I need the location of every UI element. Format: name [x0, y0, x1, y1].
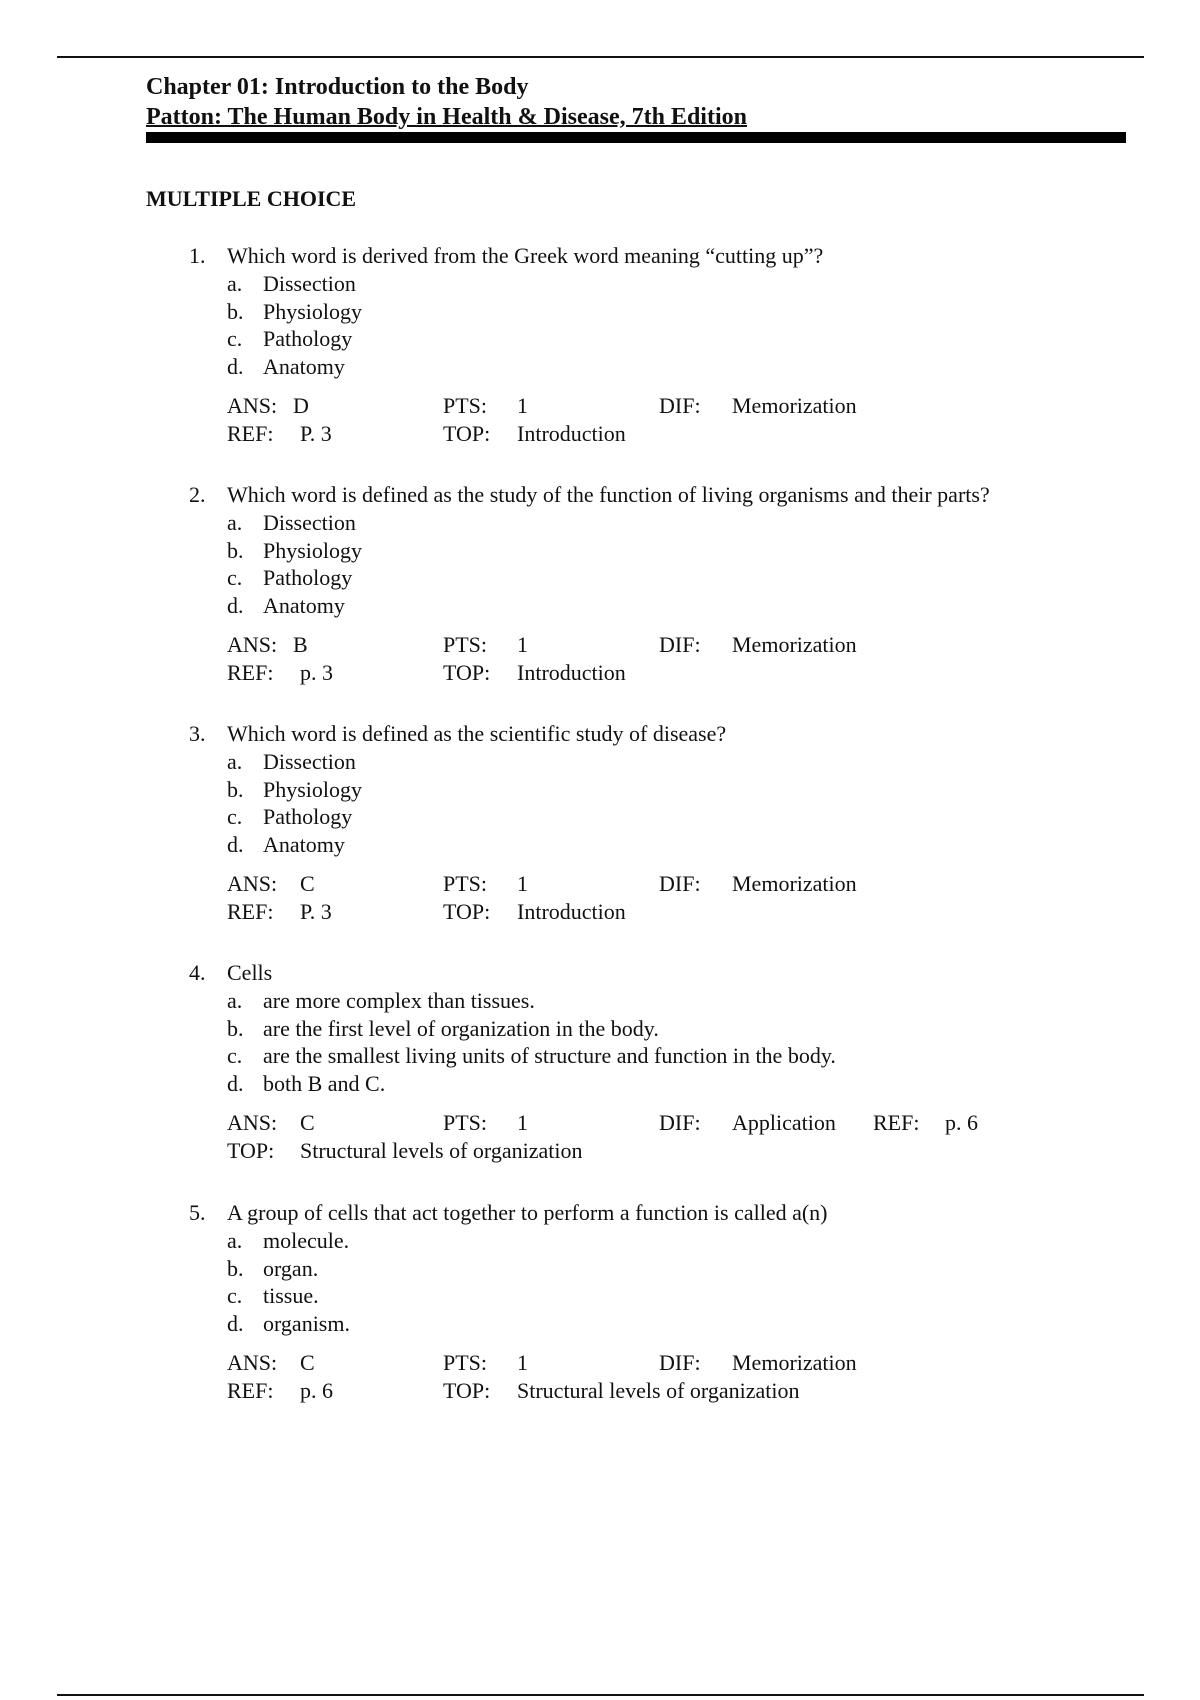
option-c [227, 1042, 1139, 1070]
option-d [227, 353, 1139, 381]
options-list [189, 270, 1139, 380]
pts-value: 1 [517, 871, 528, 897]
ref-value: P. 3 [300, 899, 332, 925]
ans-value: C [300, 1350, 315, 1376]
section-title: MULTIPLE CHOICE [146, 186, 357, 211]
option-b [227, 1255, 1139, 1283]
top-value: Structural levels of organization [517, 1378, 800, 1404]
top-label: TOP: [443, 1378, 491, 1404]
dif-value: Application [732, 1110, 836, 1136]
pts-label: PTS: [443, 871, 488, 897]
dif-value: Memorization [732, 1350, 857, 1376]
option-text: molecule. [263, 1228, 350, 1253]
top-value: Introduction [517, 899, 626, 925]
dif-value: Memorization [732, 632, 857, 658]
top-label: TOP: [443, 899, 491, 925]
option-a [227, 748, 1139, 776]
option-letter: b. [227, 1255, 244, 1281]
question-number: 3. [189, 721, 206, 746]
option-letter: a. [227, 988, 243, 1013]
question-2 [189, 481, 1139, 687]
option-text: Dissection [263, 271, 356, 296]
options-list [189, 748, 1139, 858]
answer-metadata [227, 1349, 1139, 1405]
option-d [227, 592, 1139, 620]
option-a [227, 987, 1139, 1015]
option-a [227, 270, 1139, 298]
option-b [227, 776, 1139, 804]
option-letter: d. [227, 1310, 244, 1336]
option-letter: d. [227, 831, 244, 857]
option-d [227, 1310, 1139, 1338]
option-letter: a. [227, 271, 243, 296]
option-d [227, 1070, 1139, 1098]
option-text: are the smallest living units of structure and function in the body. [263, 1043, 836, 1069]
options-list [189, 509, 1139, 619]
option-letter: b. [227, 1015, 244, 1041]
options-list [189, 1227, 1139, 1337]
question-3 [189, 720, 1139, 926]
document-header [146, 72, 1126, 143]
ref-label: REF: [227, 660, 274, 686]
option-c [227, 1282, 1139, 1310]
question-4 [189, 959, 1139, 1165]
dif-value: Memorization [732, 871, 857, 897]
option-text: Physiology [263, 776, 363, 802]
ans-value: C [300, 1110, 315, 1136]
top-value: Introduction [517, 421, 626, 447]
option-letter: c. [227, 326, 243, 352]
chapter-title: Chapter 01: Introduction to the Body [146, 74, 529, 100]
answer-metadata [227, 631, 1139, 687]
ans-value: B [293, 632, 308, 658]
ans-value: D [293, 393, 309, 419]
option-letter: c. [227, 1283, 243, 1309]
pts-label: PTS: [443, 1350, 488, 1376]
top-label: TOP: [227, 1138, 275, 1164]
option-text: are the first level of organization in the body. [263, 1015, 659, 1041]
option-text: Pathology [263, 804, 353, 830]
ref-label: REF: [227, 421, 274, 447]
question-number: 2. [189, 482, 206, 507]
dif-label: DIF: [659, 632, 701, 658]
option-c [227, 803, 1139, 831]
question-stem [189, 1199, 1139, 1227]
option-d [227, 831, 1139, 859]
option-text: tissue. [263, 1283, 319, 1309]
answer-metadata [227, 392, 1139, 448]
top-value: Introduction [517, 660, 626, 686]
option-letter: b. [227, 776, 244, 802]
option-letter: b. [227, 537, 244, 563]
options-list [189, 987, 1139, 1097]
question-5 [189, 1199, 1139, 1405]
dif-label: DIF: [659, 1110, 701, 1136]
ref-value: p. 6 [945, 1110, 978, 1136]
top-label: TOP: [443, 421, 491, 447]
question-stem [189, 959, 1139, 987]
ref-label: REF: [873, 1110, 920, 1136]
dif-value: Memorization [732, 393, 857, 419]
option-text: are more complex than tissues. [263, 988, 535, 1013]
option-text: Physiology [263, 298, 363, 324]
ans-value: C [300, 871, 315, 897]
option-text: organ. [263, 1255, 319, 1281]
option-b [227, 298, 1139, 326]
ans-label: ANS: [227, 871, 278, 897]
option-b [227, 537, 1139, 565]
question-number: 4. [189, 960, 206, 985]
option-text: Dissection [263, 749, 356, 774]
option-text: Pathology [263, 326, 353, 352]
option-letter: d. [227, 1070, 244, 1096]
question-stem [189, 481, 1139, 509]
option-b [227, 1015, 1139, 1043]
option-text: Anatomy [263, 831, 345, 857]
option-text: Dissection [263, 510, 356, 535]
ans-label: ANS: [227, 393, 278, 419]
pts-label: PTS: [443, 393, 488, 419]
ans-label: ANS: [227, 632, 278, 658]
top-rule [57, 56, 1144, 58]
option-letter: b. [227, 298, 244, 324]
question-text: A group of cells that act together to perform a function is called a(n) [227, 1200, 828, 1225]
pts-value: 1 [517, 1350, 528, 1376]
ref-value: p. 3 [300, 660, 333, 686]
pts-label: PTS: [443, 632, 488, 658]
bottom-rule [57, 1694, 1144, 1696]
option-text: both B and C. [263, 1070, 386, 1096]
option-text: Anatomy [263, 592, 345, 618]
dif-label: DIF: [659, 393, 701, 419]
option-letter: d. [227, 353, 244, 379]
book-title: Patton: The Human Body in Health & Disease, 7th Edition [146, 104, 747, 130]
pts-value: 1 [517, 632, 528, 658]
question-1 [189, 242, 1139, 448]
ref-value: P. 3 [300, 421, 332, 447]
option-c [227, 325, 1139, 353]
dif-label: DIF: [659, 871, 701, 897]
ans-label: ANS: [227, 1110, 278, 1136]
option-text: organism. [263, 1310, 350, 1336]
pts-value: 1 [517, 1110, 528, 1136]
ref-value: p. 6 [300, 1378, 333, 1404]
option-text: Pathology [263, 565, 353, 591]
option-letter: c. [227, 565, 243, 591]
pts-value: 1 [517, 393, 528, 419]
question-number: 5. [189, 1200, 206, 1225]
answer-metadata [227, 1109, 1139, 1165]
ref-label: REF: [227, 899, 274, 925]
top-label: TOP: [443, 660, 491, 686]
question-text: Which word is defined as the scientific study of disease? [227, 721, 727, 746]
option-letter: c. [227, 804, 243, 830]
option-letter: a. [227, 510, 243, 535]
option-c [227, 564, 1139, 592]
ref-label: REF: [227, 1378, 274, 1404]
option-letter: a. [227, 1228, 243, 1253]
option-text: Anatomy [263, 353, 345, 379]
option-a [227, 509, 1139, 537]
option-letter: d. [227, 592, 244, 618]
question-stem [189, 242, 1139, 270]
top-value: Structural levels of organization [300, 1138, 583, 1164]
question-text: Which word is defined as the study of the function of living organisms and their parts? [227, 482, 990, 507]
option-text: Physiology [263, 537, 363, 563]
question-text: Which word is derived from the Greek word meaning “cutting up”? [227, 243, 824, 268]
header-bar [146, 132, 1126, 143]
dif-label: DIF: [659, 1350, 701, 1376]
question-number: 1. [189, 243, 206, 268]
ans-label: ANS: [227, 1350, 278, 1376]
pts-label: PTS: [443, 1110, 488, 1136]
option-a [227, 1227, 1139, 1255]
question-text: Cells [227, 960, 273, 985]
answer-metadata [227, 870, 1139, 926]
question-stem [189, 720, 1139, 748]
option-letter: a. [227, 749, 243, 774]
option-letter: c. [227, 1043, 243, 1069]
